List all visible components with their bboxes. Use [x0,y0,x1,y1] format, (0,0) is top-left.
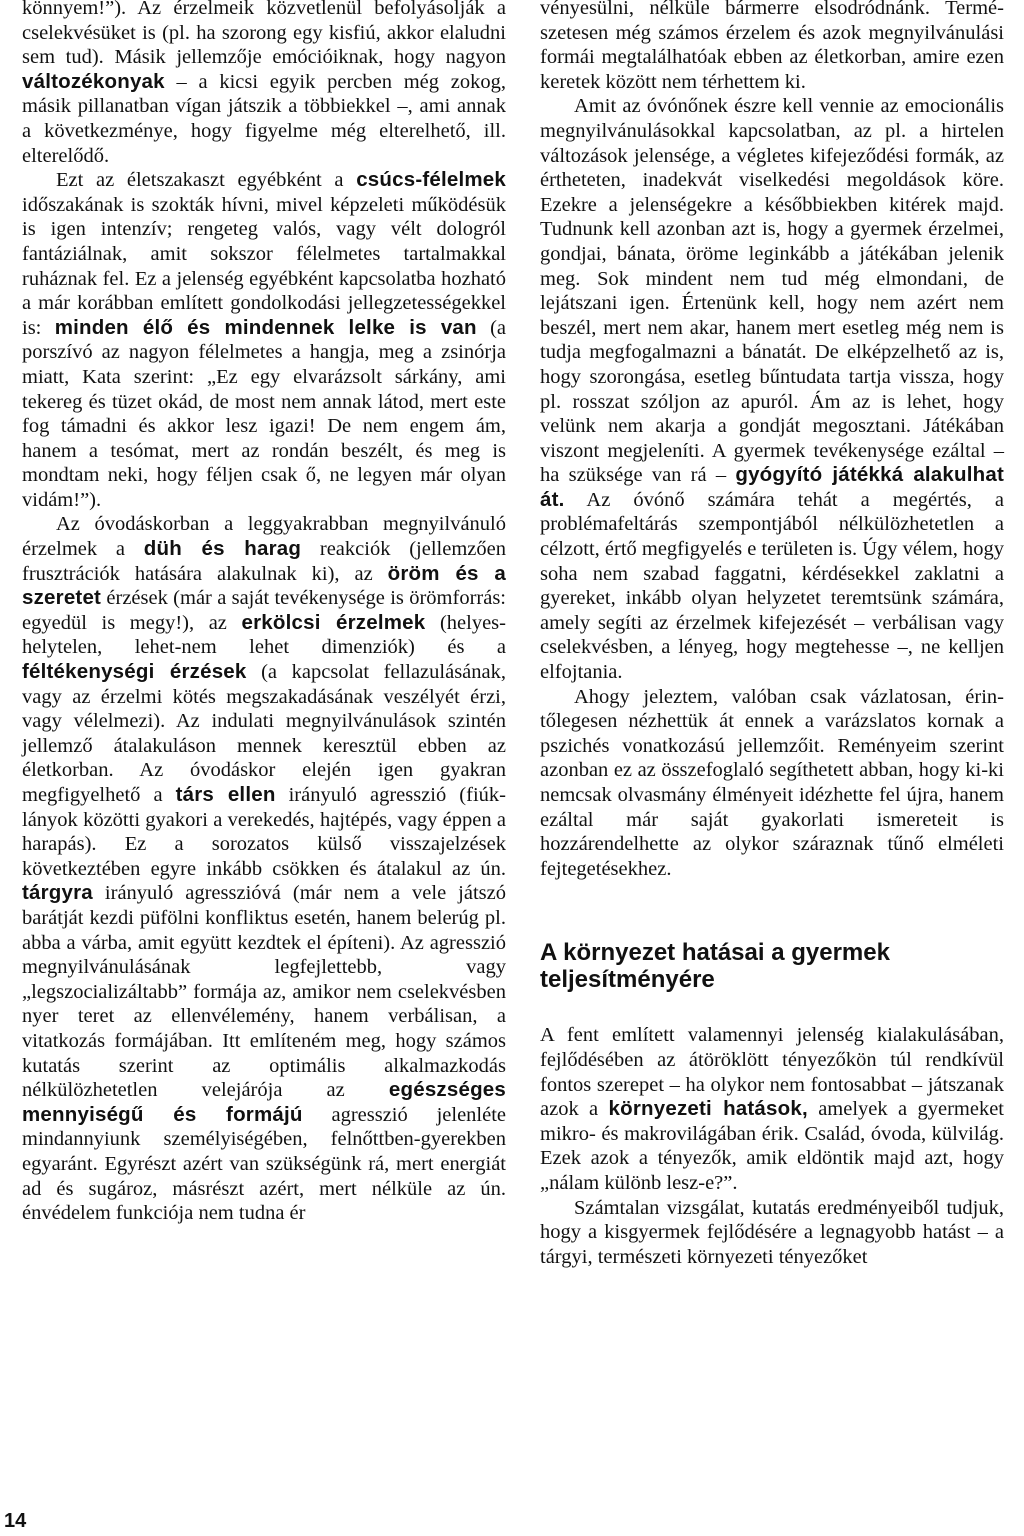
text-run: Az óvónő számára tehát a megértés, a problémafeltárás szempontjából nélkülözhetetlen a célzott, értő megfigyelés e területen is. Úgy vélem, hogy soha nem szabad faggatni, kérdésekkel zaklatni a gyereket, inkább olyan helyzetet teremtsünk számára, amely segíti az érzelmek kifejezését – verbálisan vagy cselekvésben, a lényeg, hogy megtehesse –, ne kelljen elfojtania. [540,488,1004,684]
paragraph [540,1023,1004,1195]
text-run: Amit az óvónőnek észre kell vennie az emocionális megnyilvánulásokkal kapcsolatban, az pl. a hirtelen változások jelensége, a végletes kifejeződési formák, az értheteten, inadekvát viselkedési megoldások köre. Ezekre a jelenségekre a későbbiekben kitérek majd. Tudnunk kell azonban azt is, hogy a gyermek érzelmei, gondjai, bánata, öröme leginkább a játékában jelenik meg. Sok mindent nem tud még elmondani, de lejátszani igen. Értenünk kell, hogy nem azért nem beszél, mert nem akar, hanem mert esetleg még nem is tudja megfogalmazni a bánatát. De elképzelhető az is, hogy szorongása, esetleg bűntudata tartja vissza, hogy pl. rosszat szóljon az apuról. Ám az is lehet, hogy velünk nem akarja a gondját megosztani. Játékában viszont megjeleníti. A gyermek tevékenysége ezáltal – ha szüksége van rá – [540,95,1004,487]
paragraph [540,94,1004,684]
text-run: Számtalan vizsgálat, kutatás eredményeiből tudjuk, hogy a kisgyermek fejlődésére a legnagyobb hatást – a tárgyi, természeti környezeti tényezőket [540,1196,1004,1268]
text-run: (a kapcsolat fellazulásának, vagy az érzelmi kötés megszakadásának veszélyét érzi, vagy vélelmezi). Az indulati megnyilvánulások szintén jellemző átalakuláson mennek keresztül ebben az életkorban. Az óvodáskor elején igen gyakran megfigyelhető a [22,661,506,806]
text-run: irányuló agresszióvá (már nem a vele játszó barátját kezdi püfölni konfliktus esetén, hanem belerúg pl. abba a várba, amit együtt kezdtek el építeni). Az agresszió megnyilvánulásának legfejlettebb, vagy „legszocializáltabb” formája az, amikor nem cselekvésben nyer teret az ellenvélemény, hanem verbálisan, a vitatkozás formájában. Itt említeném meg, hogy számos kutatás szerint az optimális alkalmazkodás nélkülözhetetlen velejárója az [22,882,506,1102]
text-run: vényesülni, nélküle bármerre elsodródnánk. Természetesen még számos érzelem és azok megnyilvánulási formái megtalálhatóak ebben az életkorban, amire ezen keretek között nem térhettem ki. [540,0,1004,93]
text-run: amelyek a gyermeket mikro- és makrovilágában érik. Család, óvoda, külvilág. Ezek azok a tényezők, amik eldöntik majd azt, hogy „nálam különb lesz-e?”. [540,1098,1004,1194]
paragraph [540,1196,1004,1270]
emphasis: csúcs-félelmek [356,168,506,192]
paragraph [540,0,1004,94]
emphasis: változékonyak [22,69,165,93]
text-run: A fent említett valamennyi jelenség kialakulásában, fejlődésében az átöröklött tényezőkön túl rendkívül fontos szerepet – ha olykor nem fontosabbat – játszanak azok a [540,1024,1004,1121]
right-column [540,0,1004,1269]
text-run: Ezt az életszakaszt egyébként a [56,169,357,192]
text-run: reakciók (jellemzően frusztrációk hatására alakulnak ki), az [22,538,506,585]
emphasis: tárgyra [22,881,93,905]
page-number: 14 [4,1510,27,1532]
emphasis: társ ellen [175,783,276,806]
left-column [22,0,506,1226]
paragraph [22,512,506,1225]
text-run: Ahogy jeleztem, valóban csak vázlatosan, érintőlegesen nézhettük át ennek a varázslatos kornak a pszichés vonatkozású jellemzőit. Reményeim szerint azonban ez az összefoglaló segíthetett abban, hogy ki-ki nemcsak olvasmány élményeit idézhette fel újra, hanem ezáltal már saját gyakorlati ismereteit is hozzárendelhette az olykor száraznak tűnő elméleti fejtegetésekhez. [540,685,1004,880]
paragraph [22,0,506,168]
paragraph [22,168,506,512]
emphasis: környezeti hatások, [608,1097,808,1121]
emphasis: gyógyító játékká alakulhat át. [540,463,1004,511]
text-run: könnyem!”). Az érzelmeik közvetlenül befolyásolják a cselekvésüket is (pl. ha szorong egy kisfiú, akkor elaludni sem tud). Másik jellemzője emócióiknak, hogy nagyon [22,0,506,69]
section-heading: A környezet hatásai a gyermek teljesítményére [540,939,890,994]
text-run: Az óvodáskorban a leggyakrabban megnyilvánuló érzelmek a [22,513,506,561]
text-run: – a kicsi egyik percben még zokog, másik pillanatban vígan játszik a többiekkel –, ami annak a következménye, hogy figyelme még elterelhető, ill. elterelődő. [22,70,506,167]
emphasis: egészséges mennyiségű és formájú [22,1078,506,1126]
text-run: időszakának is szokták hívni, mivel képzeleti működésük is igen intenzív; rengeteg valós, vagy vélt dologról fantáziálnak, amit sokszor félelmetes tartalmakkal ruháznak fel. Ez a jelenség egyébként kapcsolatba hozható a már korábban említett gondolkodási jellegzetességekkel is: [22,193,506,339]
emphasis: féltékenységi érzések [22,660,247,684]
text-run: (a porszívó az nagyon félelmetes a hangja, meg a zsinórja miatt, Kata szerint: „Ez egy elvarázsolt sárkány, ami tekereg és tüzet okád, de most nem annak látod, mert este fog támadni és akkor lesz igazi! De nem engem ám, hanem a tesómat, mert az rondán beszélt, és meg is mondtam neki, hogy féljen csak ő, ne legyen már olyan vidám!”). [22,316,506,511]
text-run: (helyes-helytelen, lehet-nem lehet dimenziók) és a [22,611,506,659]
emphasis: erkölcsi érzelmek [241,610,426,634]
emphasis: düh és harag [143,537,302,561]
text-run: agresszió jelenléte mindannyiunk személyiségében, felnőttben-gyerekben egyaránt. Egyrészt azért van szükségünk rá, mert energiát ad és sugároz, másrészt azért, mert nélküle az ún. énvédelem funkciója nem tudna ér [22,1103,507,1225]
text-run: irányuló agresszió (fiúk-lányok közötti gyakori a verekedés, hajtépés, vagy éppen a harapás). Ez a sorozatos külső visszajelzések következtében egyre inkább csökken és átalakul az ún. [22,784,506,880]
emphasis: öröm és a szeretet [22,561,506,610]
text-run: érzések (már a saját tevékenysége is örömforrás: egyedül is megy!), az [22,587,506,634]
emphasis: minden élő és mindennek lelke is van [54,315,477,339]
paragraph [540,685,1004,882]
